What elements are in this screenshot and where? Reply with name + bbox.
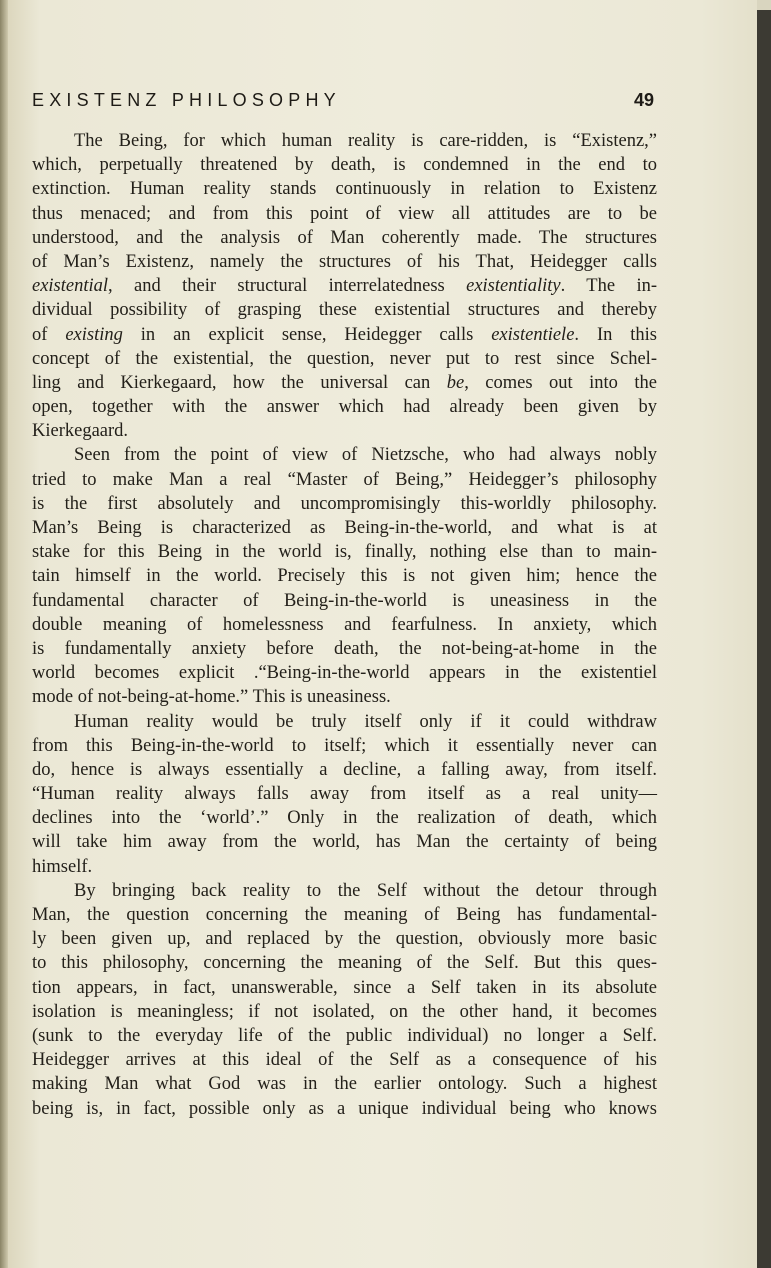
text-line: extinction. Human reality stands continuously in relation to Existenz bbox=[32, 179, 657, 200]
page-header bbox=[32, 88, 654, 112]
text-line: is the first absolutely and uncompromisingly this-worldly philosophy. bbox=[32, 493, 657, 514]
text-line: By bringing back reality to the Self without the detour through bbox=[74, 880, 657, 901]
text-line: is fundamentally anxiety before death, the not-being-at-home in the bbox=[32, 638, 657, 659]
page-edge-corner bbox=[757, 0, 771, 10]
page-number: 49 bbox=[633, 89, 654, 110]
text-line: The Being, for which human reality is care-ridden, is “Existenz,” bbox=[74, 131, 657, 151]
text-line: Human reality would be truly itself only if it could withdraw bbox=[74, 711, 657, 732]
text-line: making Man what God was in the earlier ontology. Such a highest bbox=[32, 1074, 657, 1095]
text-line: existential, and their structural interrelatedness existentiality. The in- bbox=[32, 276, 657, 297]
text-line: tion appears, in fact, unanswerable, since a Self taken in its absolute bbox=[32, 977, 657, 998]
text-line: stake for this Being in the world is, finally, nothing else than to main- bbox=[32, 542, 657, 563]
text-line: Seen from the point of view of Nietzsche, who had always nobly bbox=[74, 445, 657, 466]
text-line: which, perpetually threatened by death, is condemned in the end to bbox=[32, 155, 657, 176]
text-line: ling and Kierkegaard, how the universal can be, comes out into the bbox=[32, 372, 657, 393]
text-line: isolation is meaningless; if not isolated, on the other hand, it becomes bbox=[32, 1001, 657, 1022]
text-line: Man, the question concerning the meaning of Being has fundamental- bbox=[32, 905, 657, 925]
text-line: (sunk to the everyday life of the public individual) no longer a Self. bbox=[32, 1025, 657, 1046]
text-line: do, hence is always essentially a decline, a falling away, from itself. bbox=[32, 759, 657, 780]
page-edge-dark-border bbox=[757, 0, 771, 1268]
text-line: of Man’s Existenz, namely the structures of his That, Heidegger calls bbox=[32, 251, 657, 272]
text-line: Man’s Being is characterized as Being-in-the-world, and what is at bbox=[32, 518, 657, 538]
text-line: dividual possibility of grasping these existential structures and thereby bbox=[32, 300, 657, 321]
text-line: Kierkegaard. bbox=[32, 421, 129, 442]
text-line: fundamental character of Being-in-the-world is uneasiness in the bbox=[32, 590, 657, 611]
text-line: open, together with the answer which had already been given by bbox=[32, 397, 657, 418]
text-line: tried to make Man a real “Master of Being,” Heidegger’s philosophy bbox=[32, 469, 657, 490]
text-line: thus menaced; and from this point of view all attitudes are to be bbox=[32, 203, 657, 224]
page-gutter-shadow bbox=[0, 0, 8, 1268]
text-line: will take him away from the world, has Man the certainty of being bbox=[32, 832, 657, 853]
text-line: being is, in fact, possible only as a unique individual being who knows bbox=[32, 1098, 657, 1119]
text-line: understood, and the analysis of Man coherently made. The structures bbox=[32, 227, 657, 248]
text-line: of existing in an explicit sense, Heidegger calls existentiele. In this bbox=[32, 324, 657, 345]
text-line: declines into the ‘world’.” Only in the realization of death, which bbox=[32, 808, 657, 829]
running-head: EXISTENZ PHILOSOPHY bbox=[32, 89, 341, 110]
body-text bbox=[32, 129, 657, 1121]
text-line: world becomes explicit .“Being-in-the-world appears in the existentiel bbox=[32, 663, 657, 684]
text-line: “Human reality always falls away from itself as a real unity— bbox=[32, 784, 657, 805]
text-line: Heidegger arrives at this ideal of the Self as a consequence of his bbox=[32, 1050, 657, 1071]
text-line: from this Being-in-the-world to itself; which it essentially never can bbox=[32, 735, 657, 756]
text-line: tain himself in the world. Precisely this is not given him; hence the bbox=[32, 566, 657, 587]
text-line: himself. bbox=[32, 856, 93, 877]
text-line: to this philosophy, concerning the meaning of the Self. But this ques- bbox=[32, 953, 657, 974]
text-line: mode of not-being-at-home.” This is uneasiness. bbox=[32, 687, 391, 708]
text-line: concept of the existential, the question, never put to rest since Schel- bbox=[32, 348, 657, 369]
text-line: double meaning of homelessness and fearfulness. In anxiety, which bbox=[32, 614, 657, 635]
text-line: ly been given up, and replaced by the question, obviously more basic bbox=[32, 929, 657, 950]
